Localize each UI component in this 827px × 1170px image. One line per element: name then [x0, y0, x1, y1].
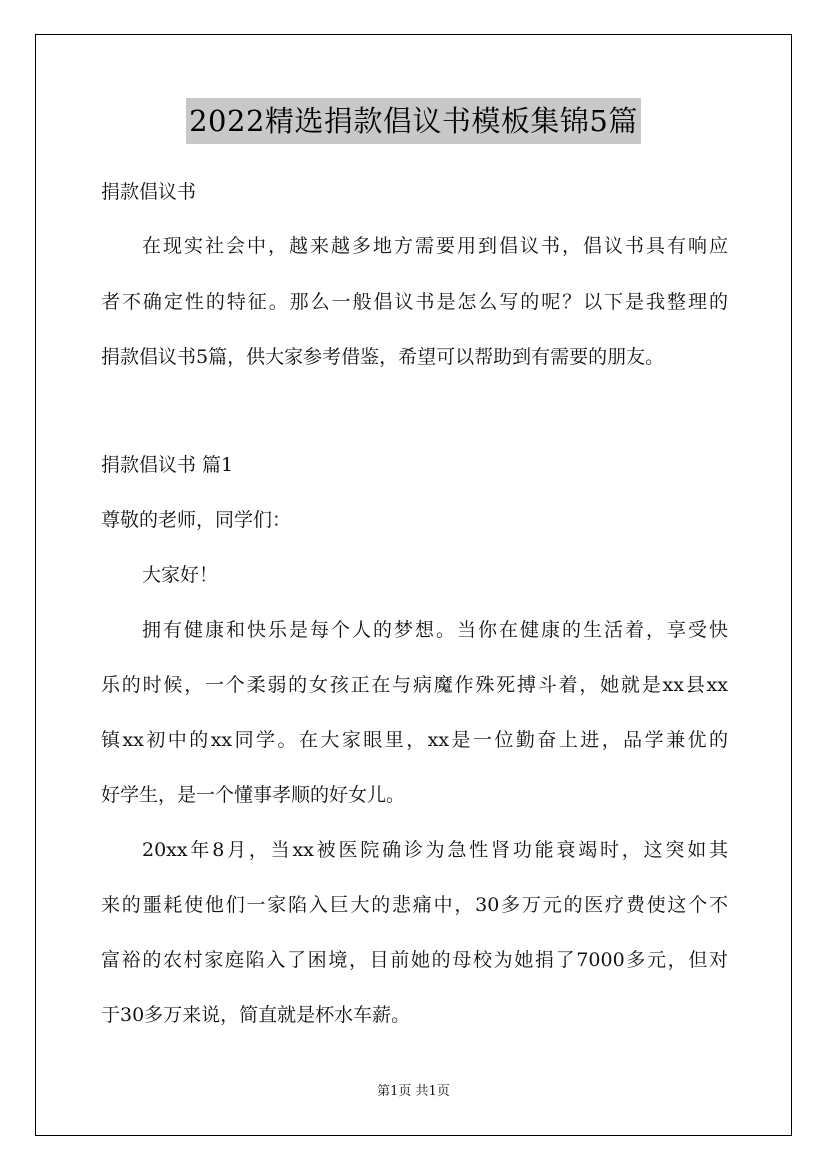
paragraph1-line-2: 乐的时候，一个柔弱的女孩正在与病魔作殊死搏斗着，她就是xx县xx: [101, 674, 728, 696]
document-title: 2022精选捐款倡议书模板集锦5篇: [186, 98, 641, 144]
greeting: 大家好！: [142, 564, 219, 586]
title-container: [0, 98, 827, 144]
intro-line-2: 者不确定性的特征。那么一般倡议书是怎么写的呢？以下是我整理的: [101, 291, 728, 313]
page-footer: 第1页 共1页: [377, 1084, 450, 1099]
paragraph1-line-4: 好学生，是一个懂事孝顺的好女儿。: [101, 784, 406, 806]
paragraph1-line-1: 拥有健康和快乐是每个人的梦想。当你在健康的生活着，享受快: [142, 619, 728, 641]
salutation: 尊敬的老师，同学们：: [101, 509, 292, 531]
paragraph2-line-1: 20xx年8月，当xx被医院确诊为急性肾功能衰竭时，这突如其: [142, 839, 728, 861]
intro-line-1: 在现实社会中，越来越多地方需要用到倡议书，倡议书具有响应: [142, 235, 728, 257]
intro-heading: 捐款倡议书: [101, 181, 197, 203]
intro-line-3: 捐款倡议书5篇，供大家参考借鉴，希望可以帮助到有需要的朋友。: [101, 346, 665, 368]
paragraph2-line-4: 于30多万来说，简直就是杯水车薪。: [101, 1004, 411, 1026]
section-heading: 捐款倡议书 篇1: [101, 454, 234, 476]
paragraph2-line-3: 富裕的农村家庭陷入了困境，目前她的母校为她捐了7000多元，但对: [101, 949, 728, 971]
paragraph1-line-3: 镇xx初中的xx同学。在大家眼里，xx是一位勤奋上进，品学兼优的: [101, 729, 728, 751]
paragraph2-line-2: 来的噩耗使他们一家陷入巨大的悲痛中，30多万元的医疗费使这个不: [101, 894, 728, 916]
